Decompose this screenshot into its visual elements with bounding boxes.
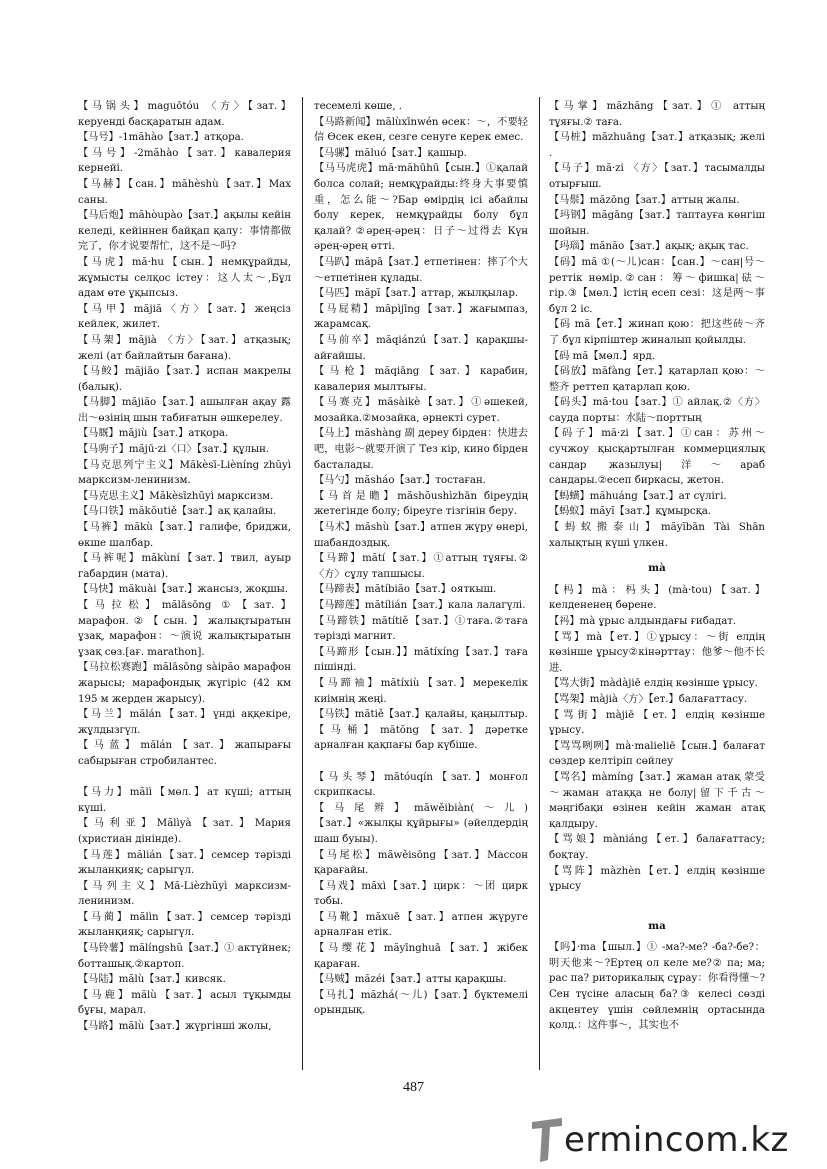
dictionary-entry: 【马首是瞻】măshŏushìzhān біреудің жетегінде болу; біреуге тізгінін беру. bbox=[314, 490, 528, 518]
dictionary-entry: 【马铃薯】mălíngshŭ【зат.】① актүйнек; ботташық.②картоп. bbox=[78, 943, 291, 970]
dictionary-entry: 【马子】mă·zi 〈方〉【зат.】тасымалды отырғыш. bbox=[549, 163, 765, 190]
dictionary-entry: 【骂】mà【ет.】①ұрысу：～街 елдің көзінше ұрысу②кінәрттау：他爹～他不长进. bbox=[549, 631, 765, 674]
column-divider-right bbox=[539, 97, 540, 1070]
dictionary-entry: 【马前卒】măqiánzú【зат.】қарақшы-айғайшы. bbox=[314, 334, 528, 362]
dictionary-entry: 【马蹄莲】mătílián【зат.】кала лалагүлі. bbox=[314, 600, 526, 611]
dictionary-entry: 【马扎】măzhá(～儿)【зат.】бүктемелі орындық. bbox=[314, 989, 528, 1017]
dictionary-entry: 【马脚】măjiăo【зат.】ашылған ақау 露出～өзінің шын табиғатын әшкерелеу. bbox=[78, 397, 291, 424]
dictionary-entry: 【马列主义】Mă-Lièzhŭyì марксизм-ленинизм. bbox=[78, 880, 291, 908]
dictionary-entry: 【马鹿】mălù【зат.】асыл тұқымды бұғы, марал. bbox=[78, 989, 291, 1017]
logo-t-icon bbox=[530, 1114, 564, 1164]
dictionary-entry: 【骂街】màjiē【ет.】елдің көзінше ұрысу. bbox=[549, 709, 765, 737]
dictionary-entry: 【马甲】măjiă〈方〉【зат.】жеңсіз кейлек, жилет. bbox=[78, 303, 291, 331]
dictionary-entry: 【马蹄形【сын.】】mătíxíng【зат.】таға пішінді. bbox=[314, 646, 528, 674]
dictionary-entry: 【马虎】mă·hu【сын.】немқұрайды, жұмысты селқос істеу：这人太～,Бұл адам өте ұқыпсыз. bbox=[78, 256, 291, 300]
dictionary-entry: 【码子】mă·zi【зат.】①сан：苏州～сучжоу қысқартылған коммерциялық сандар жазылуы|洋～араб сандары.②есеп биркасы, жетон. bbox=[549, 428, 765, 487]
dictionary-entry: 【马鬃】măzōng【зат.】аттың жалы. bbox=[549, 194, 740, 206]
dictionary-entry: 【马匹】măpĭ【зат.】аттар, жылқылар. bbox=[314, 288, 519, 300]
dictionary-entry: 【马锅头】maguōtóu 〈方〉【зат.】керуенді басқаратын адам. bbox=[78, 101, 291, 128]
dictionary-entry: 【马力】mălì【мөл.】ат күші; аттың күші. bbox=[78, 787, 291, 814]
dictionary-entry: 【马勺】măsháo【зат.】тостаған. bbox=[314, 475, 486, 487]
dictionary-entry: 【马桩】măzhuāng【зат.】атқазық; желі . bbox=[549, 132, 765, 159]
dictionary-entry: 【码头】mă·tou【зат.】① айлақ.②〈方〉сауда порты：水陆～порттың bbox=[549, 397, 765, 424]
dictionary-entry: 【马利亚】Mălìyà【зат.】Мария (христиан дінінде). bbox=[78, 818, 291, 845]
dictionary-entry: 【马赫】【сан.】măhèshù【зат.】Мах саны. bbox=[78, 178, 291, 206]
dictionary-entry: 【马号】-2măhào【зат.】кавалерия кернейі. bbox=[78, 147, 291, 175]
dictionary-entry: 【马术】măshù【зат.】атпен жүру өнері, шабандоздық. bbox=[314, 522, 528, 549]
dictionary-entry: 【马克思主义】Măkèsīzhŭyì марксизм. bbox=[78, 490, 274, 502]
dictionary-entry: 【马驹子】măjū·zi〈口〉【зат.】құлын. bbox=[78, 444, 270, 456]
dictionary-entry: 【马陆】mălù【зат.】кивсяк. bbox=[78, 974, 226, 986]
dictionary-entry: 【马戏】măxì【зат.】цирк：～团 цирк тобы. bbox=[314, 880, 528, 908]
dictionary-entry: 【玛瑙】mănăo【зат.】ақық; ақық тас. bbox=[549, 241, 749, 253]
dictionary-entry: 【马铁】mătiě【зат.】қалайы, қаңылтыр. bbox=[314, 709, 528, 721]
dictionary-entry: 【马靴】măxuē【зат.】атпен жүруге арналған етік. bbox=[314, 911, 528, 939]
section-heading-ma4: mà bbox=[648, 562, 666, 575]
dictionary-entry: 【马掌】măzhăng【зат.】① аттың тұяғы.② таға. bbox=[549, 101, 765, 128]
dictionary-entry: 【码放】măfàng【ет.】қатарлап қою：～整齐 реттеп қатарлап қою. bbox=[549, 366, 765, 393]
dictionary-entry: 【马蹄袖】mătíxiù【зат.】мерекелік киімнің жеңі. bbox=[314, 677, 528, 705]
dictionary-entry: 【码 mă【ет.】жинап қою：把这些砖～齐了 бұл кірпіштер жиналып қойылды. bbox=[549, 319, 765, 346]
dictionary-entry: 【马上】măshàng 副 дереу бірден：快进去吧，电影～就要开演了 Тез кір, кино бірден басталады. bbox=[314, 428, 528, 471]
dictionary-column-middle bbox=[314, 99, 528, 1019]
dictionary-entry: 【马后炮】măhòupào【зат.】ақылы кейін келеді, кейіннен байқап қалу：事情都做完了，你才说要帮忙，这不是～吗? bbox=[78, 210, 291, 253]
dictionary-entry: 【马克思列宁主义】Măkèsī-Lièníng zhŭyì марксизм-ленинизм. bbox=[78, 459, 291, 487]
dictionary-entry: 【马桶】mătŏng【зат.】дәретке арналған қақпағы бар күбіше. bbox=[314, 724, 528, 752]
column-divider-left bbox=[302, 97, 303, 1070]
dictionary-entry: 【马趴】măpā【зат.】етпетінен：摔了个大～етпетінен құлады. bbox=[314, 256, 528, 284]
dictionary-entry: 【码 mă【мөл.】ярд. bbox=[549, 350, 655, 362]
dictionary-entry: 【马裤】măkù【зат.】галифе, бриджи, өкше шалбар. bbox=[78, 522, 291, 549]
dictionary-entry: тесемелі көше, . bbox=[314, 101, 403, 112]
dictionary-entry: 【马路】mălù【зат.】жүргінші жолы, bbox=[78, 1021, 272, 1033]
dictionary-entry: 【蚂蚁搬泰山】măyĭbān Tài Shān халықтың күші үлкен. bbox=[549, 522, 765, 549]
entries-ma4 bbox=[549, 583, 765, 895]
dictionary-entry: 【马屁精】măpìjīng【зат.】жағымпаз, жарамсақ. bbox=[314, 303, 528, 331]
dictionary-column-right bbox=[549, 99, 765, 1034]
dictionary-entry bbox=[78, 770, 291, 786]
dictionary-entry: 【马架】măjià 〈方〉【зат.】атқазық; желі (ат байлайтын бағана). bbox=[78, 334, 291, 362]
dictionary-entry: 【马鲛】măjiāo【зат.】испан макрелы (балық). bbox=[78, 366, 291, 393]
dictionary-entry: 【马兰】mălán【зат.】үнді аққекіре, жұлдызгүл. bbox=[78, 709, 291, 736]
dictionary-entry: 【马尾辫】măwěibiàn(～儿)【зат.】«жылқы құйрығы» (әйелдердің шаш буыы). bbox=[314, 802, 528, 845]
dictionary-entry: 【马贼】măzéi【зат.】атты қарақшы. bbox=[314, 974, 507, 986]
dictionary-entry: 【骂架】màjià〈方〉【ет.】балағаттасу. bbox=[549, 693, 748, 705]
dictionary-column-left bbox=[78, 99, 291, 1035]
page-number: 487 bbox=[403, 1080, 424, 1095]
dictionary-entry: 【马号】-1măhào【зат.】атқора. bbox=[78, 132, 244, 144]
dictionary-entry: 【马裤呢】măkùní【зат.】твил, ауыр габардин (мата). bbox=[78, 553, 291, 580]
dictionary-entry: 【吗】·ma【шыл.】① -ма?-ме? -ба?-бе?：明天他来～?Ертең ол келе ме?② па; ма; рас па? риторикалық сұрау：你看得懂～?Сен түсіне аласың ба?③ келесі сөзді акцентеу үшін сөйлемнің ортасында қолд.：这件事～，其实也不 bbox=[549, 942, 765, 1032]
dictionary-entry: 【马口铁】măkŏutiě【зат.】ақ қалайы. bbox=[78, 506, 277, 518]
dictionary-entry: 【骂大街】màdàjiē елдің көзінше ұрысу. bbox=[549, 678, 758, 690]
dictionary-entry: 【马路新闻】mălùxīnwén өсек：～，不要轻信 Өсек екен, сезге сенуге керек емес. bbox=[314, 116, 528, 144]
dictionary-entry: 【马莲】mălián【зат.】семсер тәрізді жыланқияқ; сарыгүл. bbox=[78, 849, 291, 877]
entries-ma3 bbox=[549, 99, 765, 551]
dictionary-entry: 【马厩】măjiù【зат.】атқора. bbox=[78, 428, 229, 440]
dictionary-entry: 【马快】măkuài【зат.】жансыз, жоқшы. bbox=[78, 584, 289, 596]
termincom-logo bbox=[520, 1108, 820, 1166]
dictionary-entry: 【马蓝】mălán【зат.】жапырағы сабырыған стробилантес. bbox=[78, 740, 291, 767]
dictionary-entry: 【码】mă ①(～儿)сан：【сан.】～сан|号～реттік нөмір.②сан：筹～фишка|砝～гір.③【мөл.】істің есеп сезі：这是两～事 бұл 2 іс. bbox=[549, 256, 765, 315]
dictionary-entry: 【马蔺】mălìn【зат.】семсер тәрізді жыланқияқ; сарыгүл. bbox=[78, 911, 291, 939]
dictionary-entry: 【马尾松】măwěisōng【зат.】Массон қарағайы. bbox=[314, 849, 528, 877]
dictionary-entry: 【马头琴】mătóuqín【зат.】монғол скрипкасы. bbox=[314, 771, 528, 799]
dictionary-entry: 【马骡】măluó【зат.】қашыр. bbox=[314, 147, 467, 159]
dictionary-entry: 【马缨花】măyīnghuā【зат.】жібек қараған. bbox=[314, 943, 528, 970]
dictionary-entry: 【骂阵】màzhèn【ет.】елдің көзінше ұрысу bbox=[549, 865, 765, 893]
dictionary-entry: 【马赛克】măsàikè【зат.】①әшекей, мозайка.②мозайка, әрнекті сурет. bbox=[314, 397, 528, 424]
dictionary-entry: 【马拉松赛跑】mălāsōng sàipăo марафон жарысы; марафондық жүгіріс (42 км 195 м жерден жарысу). bbox=[78, 662, 291, 705]
logo-wordmark: ermincom.kz bbox=[564, 1120, 789, 1160]
dictionary-entry: 【骂名】màmíng【зат.】жаман атақ 蒙受～жаман атаққа не болу|留下千古～мәңгібақи өзінен кейін жаман атақ қалдыру. bbox=[549, 771, 765, 830]
dictionary-entry: 【马蹄表】mătíbiăo【зат.】ояткыш. bbox=[314, 584, 497, 596]
dictionary-entry: 【马蹄】mătí【зат.】①аттың тұяғы.②〈方〉сұлу тапшысы. bbox=[314, 553, 528, 580]
dictionary-entry bbox=[314, 754, 528, 770]
dictionary-entry: 【玛钢】măgāng【зат.】таптауға көнгіш шойын. bbox=[549, 210, 765, 237]
entries-ma-neutral bbox=[549, 940, 765, 1034]
dictionary-entry: 【骂骂咧咧】mà·malieliē【сын.】балағат сөздер келтіріп сөйлеу bbox=[549, 740, 765, 768]
dictionary-entry: 【马枪】măqiāng【зат.】карабин, кавалерия мылтығы. bbox=[314, 366, 528, 393]
dictionary-entry: 【马蹄铁】mătítiě【зат.】①таға.②таға тәрізді магнит. bbox=[314, 615, 528, 643]
dictionary-entry: 【骂娘】màniáng【ет.】балағаттасу; боқтау. bbox=[549, 834, 765, 861]
dictionary-entry: 【杩】mà：杩头】(mà·tou)【зат.】келдененең бөрене. bbox=[549, 584, 765, 612]
dictionary-entry: 【蚂蚁】măyĭ【зат.】құмырсқа. bbox=[549, 506, 712, 518]
section-heading-ma-neutral: ma bbox=[648, 919, 666, 932]
dictionary-entry: 【马拉松】mălāsōng ①【зат.】марафон.②【сын.】жалықтыратын ұзақ, марафон：～演说 жалықтыратын ұзақ сөз.[ағ. marathon]. bbox=[78, 600, 291, 658]
dictionary-entry: 【祃】mà ұрыс алдындағы ғибадат. bbox=[549, 616, 737, 627]
dictionary-entry: 【马马虎虎】mă·măhūhū【сын.】①қалай болса солай; немқұрайды:终身大事要慎重，怎么能～?Бар өмірдің ісі абайлы болу керек, немқұрайды болу бұл қалай? ②әрең-әрең：日子～过得去 Күн әрең-әрең өтті. bbox=[314, 163, 528, 253]
dictionary-entry: 【蚂蟥】măhuáng【зат.】ат сүлігі. bbox=[549, 490, 727, 502]
